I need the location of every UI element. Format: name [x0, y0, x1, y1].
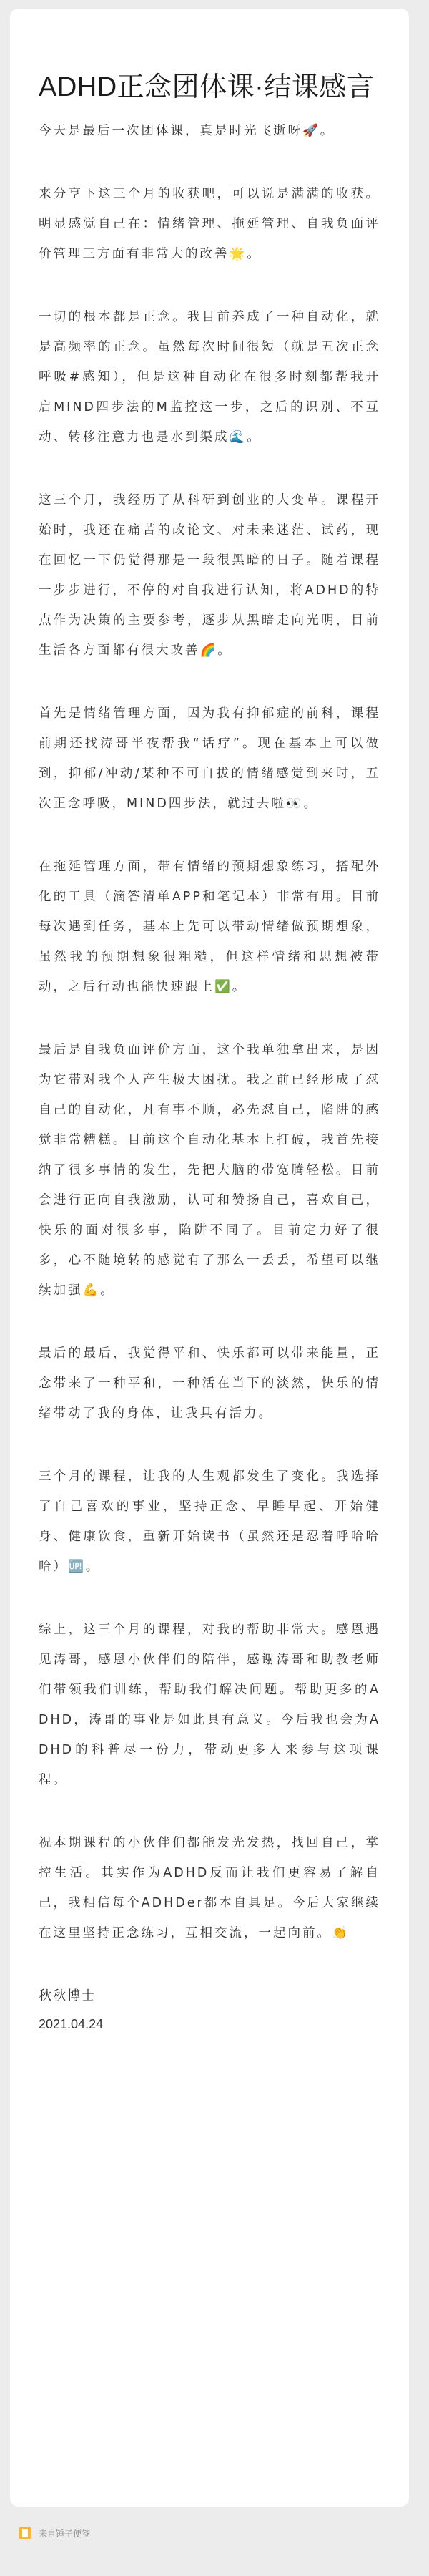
paragraph: 在拖延管理方面，带有情绪的预期想象练习，搭配外化的工具（滴答清单APP和笔记本）非常有用。目前每次遇到任务，基本上先可以带动情绪做预期想象，虽然我的预期想象很粗糙，但这样情绪和思想被带动，之后行动也能快速跟上✅。 [39, 860, 380, 994]
paragraph: 祝本期课程的小伙伴们都能发光发热，找回自己，掌控生活。其实作为ADHD反而让我们更容易了解自己，我相信每个ADHDer都本自具足。今后大家继续在这里坚持正念练习，互相交流，一起向前。👏 [39, 1836, 380, 1940]
note-body [39, 116, 380, 2038]
source-label: 来自锤子便签 [39, 2528, 91, 2539]
paragraph: 最后是自我负面评价方面，这个我单独拿出来，是因为它带对我个人产生极大困扰。我之前已经形成了怼自己的自动化，凡有事不顺，必先怼自己，陷阱的感觉非常糟糕。目前这个自动化基本上打破，我首先接纳了很多事情的发生，先把大脑的带宽腾轻松。目前会进行正向自我激励，认可和赞扬自己，喜欢自己，快乐的面对很多事，陷阱不同了。目前定力好了很多，心不随境转的感觉有了那么一丢丢，希望可以继续加强💪。 [39, 1043, 380, 1298]
paragraph: 首先是情绪管理方面，因为我有抑郁症的前科，课程前期还找涛哥半夜帮我“话疗”。现在基本上可以做到，抑郁/冲动/某种不可自拔的情绪感觉到来时，五次正念呼吸，MIND四步法，就过去啦👀。 [39, 706, 380, 811]
paragraph: 最后的最后，我觉得平和、快乐都可以带来能量，正念带来了一种平和，一种活在当下的淡然，快乐的情绪带动了我的身体，让我具有活力。 [39, 1346, 380, 1421]
footer [19, 2527, 90, 2539]
note-app-icon [19, 2527, 31, 2539]
signature: 秋秋博士 [39, 1988, 96, 2003]
paragraph: 综上，这三个月的课程，对我的帮助非常大。感恩遇见涛哥，感恩小伙伴们的陪伴，感谢涛哥和助教老师们带领我们训练，帮助我们解决问题。帮助更多的ADHD，涛哥的事业是如此具有意义。今后我也会为ADHD的科普尽一份力，带动更多人来参与这项课程。 [39, 1623, 380, 1787]
paragraph: 这三个月，我经历了从科研到创业的大变革。课程开始时，我还在痛苦的改论文、对未来迷茫、试药，现在回忆一下仍觉得那是一段很黑暗的日子。随着课程一步步进行，不停的对自我进行认知，将ADHD的特点作为决策的主要参考，逐步从黑暗走向光明，目前生活各方面都有很大改善🌈。 [39, 493, 380, 658]
note-date: 2021.04.24 [39, 2017, 104, 2031]
paragraph: 来分享下这三个月的收获吧，可以说是满满的收获。明显感觉自己在：情绪管理、拖延管理、自我负面评价管理三方面有非常大的改善🌟。 [39, 187, 380, 261]
paragraph: 一切的根本都是正念。我目前养成了一种自动化，就是高频率的正念。虽然每次时间很短（就是五次正念呼吸#感知），但是这种自动化在很多时刻都帮我开启MIND四步法的M监控这一步，之后的识别、不互动、转移注意力也是水到渠成🌊。 [39, 310, 380, 444]
paragraph: 三个月的课程，让我的人生观都发生了变化。我选择了自己喜欢的事业，坚持正念、早睡早起、开始健身、健康饮食，重新开始读书（虽然还是忍着呼哈哈哈）🆙。 [39, 1469, 380, 1574]
note-title: ADHD正念团体课·结课感言 [39, 72, 375, 102]
note-card [10, 9, 409, 2507]
paragraph: 今天是最后一次团体课，真是时光飞逝呀🚀。 [39, 124, 335, 138]
